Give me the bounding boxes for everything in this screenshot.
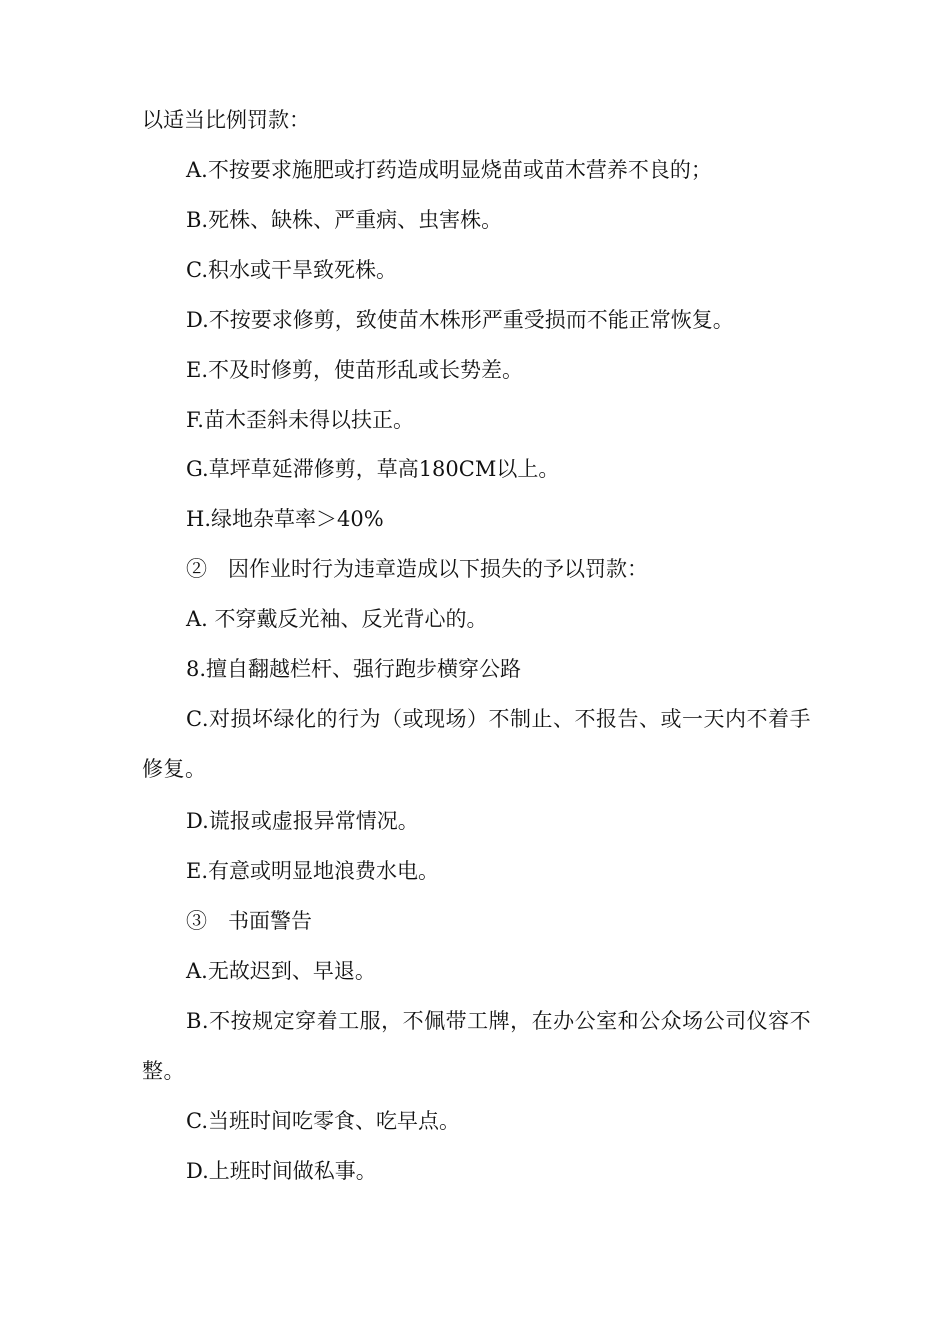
list-item: B.不按规定穿着工服，不佩带工牌，在办公室和公众场公司仪容不整。 (142, 1009, 812, 1083)
list-item: B.死株、缺株、严重病、虫害株。 (186, 208, 503, 232)
list-item: 8.擅自翻越栏杆、强行跑步横穿公路 (186, 657, 522, 681)
list-item: C.积水或干旱致死株。 (186, 258, 397, 282)
paragraph-intro: 以适当比例罚款： (142, 108, 310, 132)
list-item: E.有意或明显地浪费水电。 (186, 859, 440, 883)
list-item: D.上班时间做私事。 (186, 1159, 377, 1183)
list-item: H.绿地杂草率＞40% (186, 507, 384, 531)
section-heading: ② 因作业时行为违章造成以下损失的予以罚款： (186, 557, 648, 581)
list-item: A. 不穿戴反光袖、反光背心的。 (186, 607, 488, 631)
list-item: D.谎报或虚报异常情况。 (186, 809, 419, 833)
list-item: A.不按要求施肥或打药造成明显烧苗或苗木营养不良的； (186, 158, 712, 182)
list-item: C.对损坏绿化的行为（或现场）不制止、不报告、或一天内不着手修复。 (142, 707, 811, 781)
list-item: E.不及时修剪，使苗形乱或长势差。 (186, 358, 524, 382)
list-item: C.当班时间吃零食、吃早点。 (186, 1109, 460, 1133)
list-item: F.苗木歪斜未得以扶正。 (186, 408, 414, 432)
list-item: A.无故迟到、早退。 (186, 959, 376, 983)
list-item: D.不按要求修剪，致使苗木株形严重受损而不能正常恢复。 (186, 308, 734, 332)
list-item: G.草坪草延滞修剪，草高180CM以上。 (186, 457, 560, 481)
section-heading: ③ 书面警告 (186, 909, 312, 933)
